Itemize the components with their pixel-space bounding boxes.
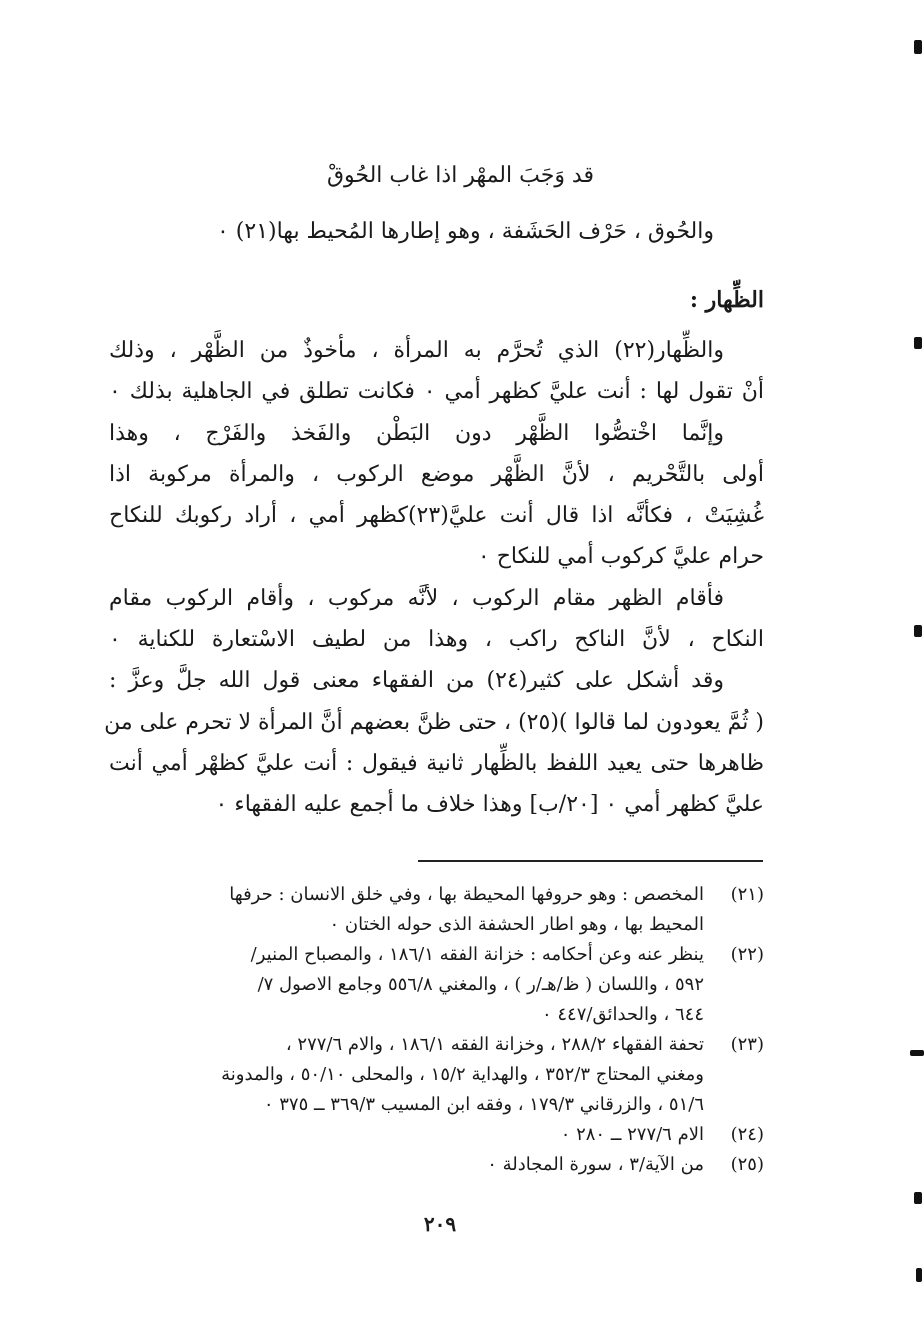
footnotes xyxy=(109,880,764,1180)
page-number: ٢٠٩ xyxy=(423,1212,457,1236)
footnote-number: (٢٣) xyxy=(730,1034,764,1055)
footnote-separator xyxy=(418,860,763,862)
footnote-line: الام ٢٧٧/٦ ــ ٢٨٠ ٠ xyxy=(560,1124,704,1145)
body-line: أنْ تقول لها : أنت عليَّ كظهر أمي ٠ فكانت تطلق في الجاهلية بذلك ٠ xyxy=(109,379,764,405)
footnote-number: (٢٥) xyxy=(730,1154,764,1175)
footnote-line: ٦٤٤ ، والحدائق/٤٤٧ ٠ xyxy=(541,1004,704,1025)
footnote-22 xyxy=(109,940,764,1030)
verse-gloss: والحُوق ، حَرْف الحَشَفة ، وهو إطارها المُحيط بها(٢١) ٠ xyxy=(216,219,714,244)
binding-mark xyxy=(914,625,922,637)
footnote-24 xyxy=(109,1120,764,1150)
body-line: ظاهرها حتى يعيد اللفظ بالظِّهار ثانية فيقول : أنت عليَّ كظهْر أمي أنت xyxy=(109,750,764,776)
footnote-23 xyxy=(109,1030,764,1120)
body-line: فأقام الظهر مقام الركوب ، لأنَّه مركوب ، وأقام الركوب مقام xyxy=(109,585,724,611)
binding-mark xyxy=(914,1192,922,1204)
body-line: وإنَّما اخْتصُّوا الظَّهْر دون البَطْن والفَخذ والفَرْج ، وهذا xyxy=(109,420,724,446)
footnote-line: ٥١/٦ ، والزرقاني ١٧٩/٣ ، وفقه ابن المسيب ٣٦٩/٣ ــ ٣٧٥ ٠ xyxy=(263,1094,704,1115)
binding-mark xyxy=(914,337,922,349)
body-line: ( ثُمَّ يعودون لما قالوا )(٢٥) ، حتى ظنَّ بعضهم أنَّ المرأة لا تحرم على من xyxy=(104,709,764,735)
footnote-number: (٢٤) xyxy=(730,1124,764,1145)
body-line: حرام عليَّ كركوب أمي للنكاح ٠ xyxy=(477,544,764,570)
footnote-line: ومغني المحتاج ٣٥٢/٣ ، والهداية ١٥/٢ ، والمحلى ٥٠/١٠ ، والمدونة xyxy=(221,1064,704,1085)
binding-mark xyxy=(916,1268,922,1282)
footnote-line: تحفة الفقهاء ٢٨٨/٢ ، وخزانة الفقه ١٨٦/١ ، والام ٢٧٧/٦ ، xyxy=(285,1034,704,1055)
body-line: أولى بالتَّحْريم ، لأنَّ الظَّهْر موضع الركوب ، والمرأة مركوبة اذا xyxy=(109,461,764,487)
body-line: وقد أشكل على كثير(٢٤) من الفقهاء معنى قول الله جلَّ وعزَّ : xyxy=(109,668,724,694)
poetry-verse: قد وَجَبَ المهْر اذا غاب الحُوقْ xyxy=(326,163,594,188)
footnote-number: (٢٢) xyxy=(730,944,764,965)
footnote-line: المخصص : وهو حروفها المحيطة بها ، وفي خلق الانسان : حرفها xyxy=(229,884,704,905)
body-line: عليَّ كظهر أمي ٠ [٢٠/ب] وهذا خلاف ما أجمع عليه الفقهاء ٠ xyxy=(215,792,764,818)
footnote-line: المحيط بها ، وهو اطار الحشفة الذى حوله الختان ٠ xyxy=(329,914,704,935)
binding-mark xyxy=(910,1050,924,1056)
binding-mark xyxy=(914,40,922,54)
body-paragraphs xyxy=(104,330,764,826)
body-line: غُشِيَتْ ، فكأنَّه اذا قال أنت عليَّ(٢٣)كظهر أمي ، أراد ركوبك للنكاح xyxy=(109,503,764,529)
footnote-line: ينظر عنه وعن أحكامه : خزانة الفقه ١٨٦/١ ، والمصباح المنير/ xyxy=(250,944,704,965)
body-line: والظِّهار(٢٢) الذي تُحرَّم به المرأة ، مأخوذٌ من الظَّهْر ، وذلك xyxy=(109,338,724,363)
section-heading: الظِّهار : xyxy=(689,287,764,313)
footnote-line: من الآية/٣ ، سورة المجادلة ٠ xyxy=(487,1154,704,1175)
footnote-line: ٥٩٢ ، واللسان ( ظ/هـ/ر ) ، والمغني ٥٥٦/٨ وجامع الاصول ٧/ xyxy=(257,974,704,995)
footnote-25 xyxy=(109,1150,764,1180)
body-line: النكاح ، لأنَّ الناكح راكب ، وهذا من لطيف الاسْتعارة للكناية ٠ xyxy=(109,627,764,653)
footnote-21 xyxy=(109,880,764,940)
footnote-number: (٢١) xyxy=(730,884,764,905)
